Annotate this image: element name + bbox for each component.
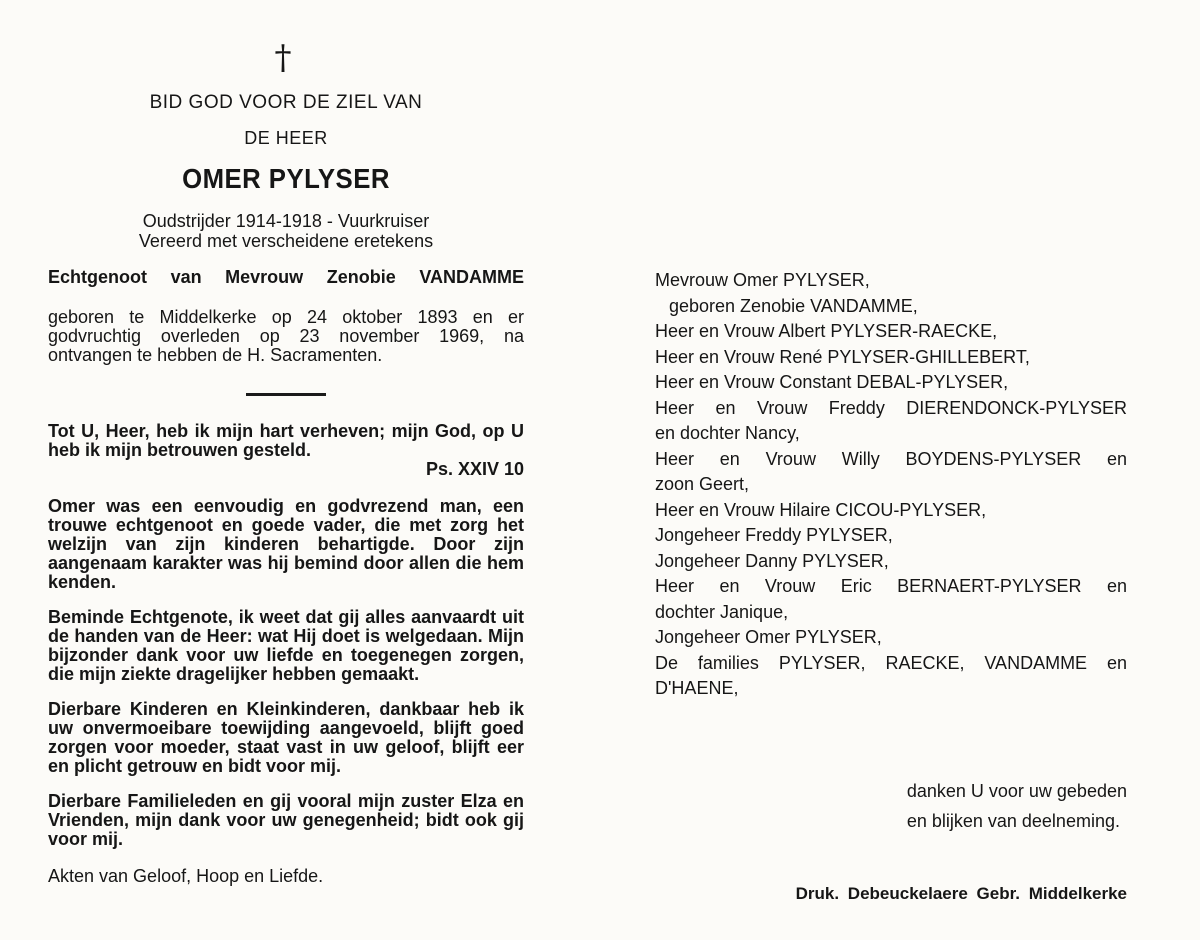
family-entry — [655, 447, 1127, 498]
family-line: Mevrouw Omer PYLYSER, — [655, 270, 870, 290]
paragraph-spouse: Beminde Echtgenote, ik weet dat gij alles aanvaardt uit de handen van de Heer: wat Hij doet is welgedaan. Mijn bijzonder dank voor uw liefde en toegenegen zorgen, die mijn ziekte dragelijker hebben gemaakt. — [48, 607, 524, 684]
honors — [48, 211, 524, 251]
family-line: en dochter Nancy, — [655, 423, 800, 443]
family-entry — [655, 574, 1127, 625]
thanks-line: en blijken van deelneming. — [906, 811, 1120, 831]
family-list — [655, 268, 1127, 702]
family-line: geboren Zenobie VANDAMME, — [669, 295, 918, 316]
family-line: Heer en Vrouw Constant DEBAL-PYLYSER, — [655, 372, 1009, 392]
family-entry — [655, 651, 1127, 702]
deceased-name: OMER PYLYSER — [182, 163, 390, 194]
closing-acts: Akten van Geloof, Hoop en Liefde. — [48, 866, 324, 886]
family-line: Jongeheer Freddy PYLYSER, — [655, 525, 893, 545]
family-line: Heer en Vrouw Freddy DIERENDONCK-PYLYSER — [655, 397, 1127, 418]
family-line: Heer en Vrouw René PYLYSER-GHILLEBERT, — [655, 346, 1030, 367]
honor-line: Oudstrijder 1914-1918 - Vuurkruiser — [142, 211, 430, 231]
family-entry — [655, 396, 1127, 447]
family-line: De families PYLYSER, RAECKE, VANDAMME en — [655, 652, 1127, 673]
birth-death-text: geboren te Middelkerke op 24 oktober 1893 en er godvruchtig overleden op 23 november 1969, na ontvangen te hebben de H. Sacramenten. — [48, 307, 524, 365]
family-line: Heer en Vrouw Hilaire CICOU-PYLYSER, — [655, 499, 987, 520]
family-line: Jongeheer Omer PYLYSER, — [655, 627, 882, 647]
cross-icon: † — [274, 38, 292, 78]
family-line: zoon Geert, — [655, 474, 750, 494]
family-line: Heer en Vrouw Eric BERNAERT-PYLYSER en — [655, 576, 1127, 596]
honor-line: Vereerd met verscheidene eretekens — [138, 231, 434, 251]
psalm-reference: Ps. XXIV 10 — [425, 459, 524, 479]
thanks-line: danken U voor uw gebeden — [906, 781, 1127, 801]
paragraph-children: Dierbare Kinderen en Kleinkinderen, dankbaar heb ik uw onvermoeibare toewijding aangevoeld, blijft goed zorgen voor moeder, staat vast in uw geloof, blijft eer en plicht getrouw en bidt voor mij. — [48, 699, 524, 776]
family-entry — [655, 268, 1127, 319]
paragraph-character: Omer was een eenvoudig en godvrezend man, een trouwe echtgenoot en goede vader, die met zorg het welzijn van zijn kinderen behartigde. Door zijn aangenaam karakter was hij bemind door allen die hem kenden. — [48, 496, 524, 592]
family-line: Heer en Vrouw Willy BOYDENS-PYLYSER en — [655, 448, 1127, 469]
family-line: dochter Janique, — [655, 601, 789, 622]
printer-text: Druk. Debeuckelaere Gebr. Middelkerke — [795, 884, 1127, 903]
family-line: Heer en Vrouw Albert PYLYSER-RAECKE, — [655, 321, 998, 341]
family-line: D'HAENE, — [655, 678, 739, 698]
left-column — [48, 40, 524, 886]
paragraph-family: Dierbare Familieleden en gij vooral mijn zuster Elza en Vrienden, mijn dank voor uw genegenheid; bidt ook gij voor mij. — [48, 791, 524, 849]
psalm-text: Tot U, Heer, heb ik mijn hart verheven; mijn God, op U heb ik mijn betrouwen gesteld. — [48, 421, 524, 460]
family-line: Jongeheer Danny PYLYSER, — [655, 550, 889, 571]
thanks-block — [907, 776, 1127, 836]
spouse-line: Echtgenoot van Mevrouw Zenobie VANDAMME — [48, 267, 524, 287]
printer-credit — [796, 884, 1127, 904]
title-line: DE HEER — [244, 128, 328, 148]
pray-line: BID GOD VOOR DE ZIEL VAN — [149, 92, 423, 113]
separator-line — [246, 393, 326, 396]
